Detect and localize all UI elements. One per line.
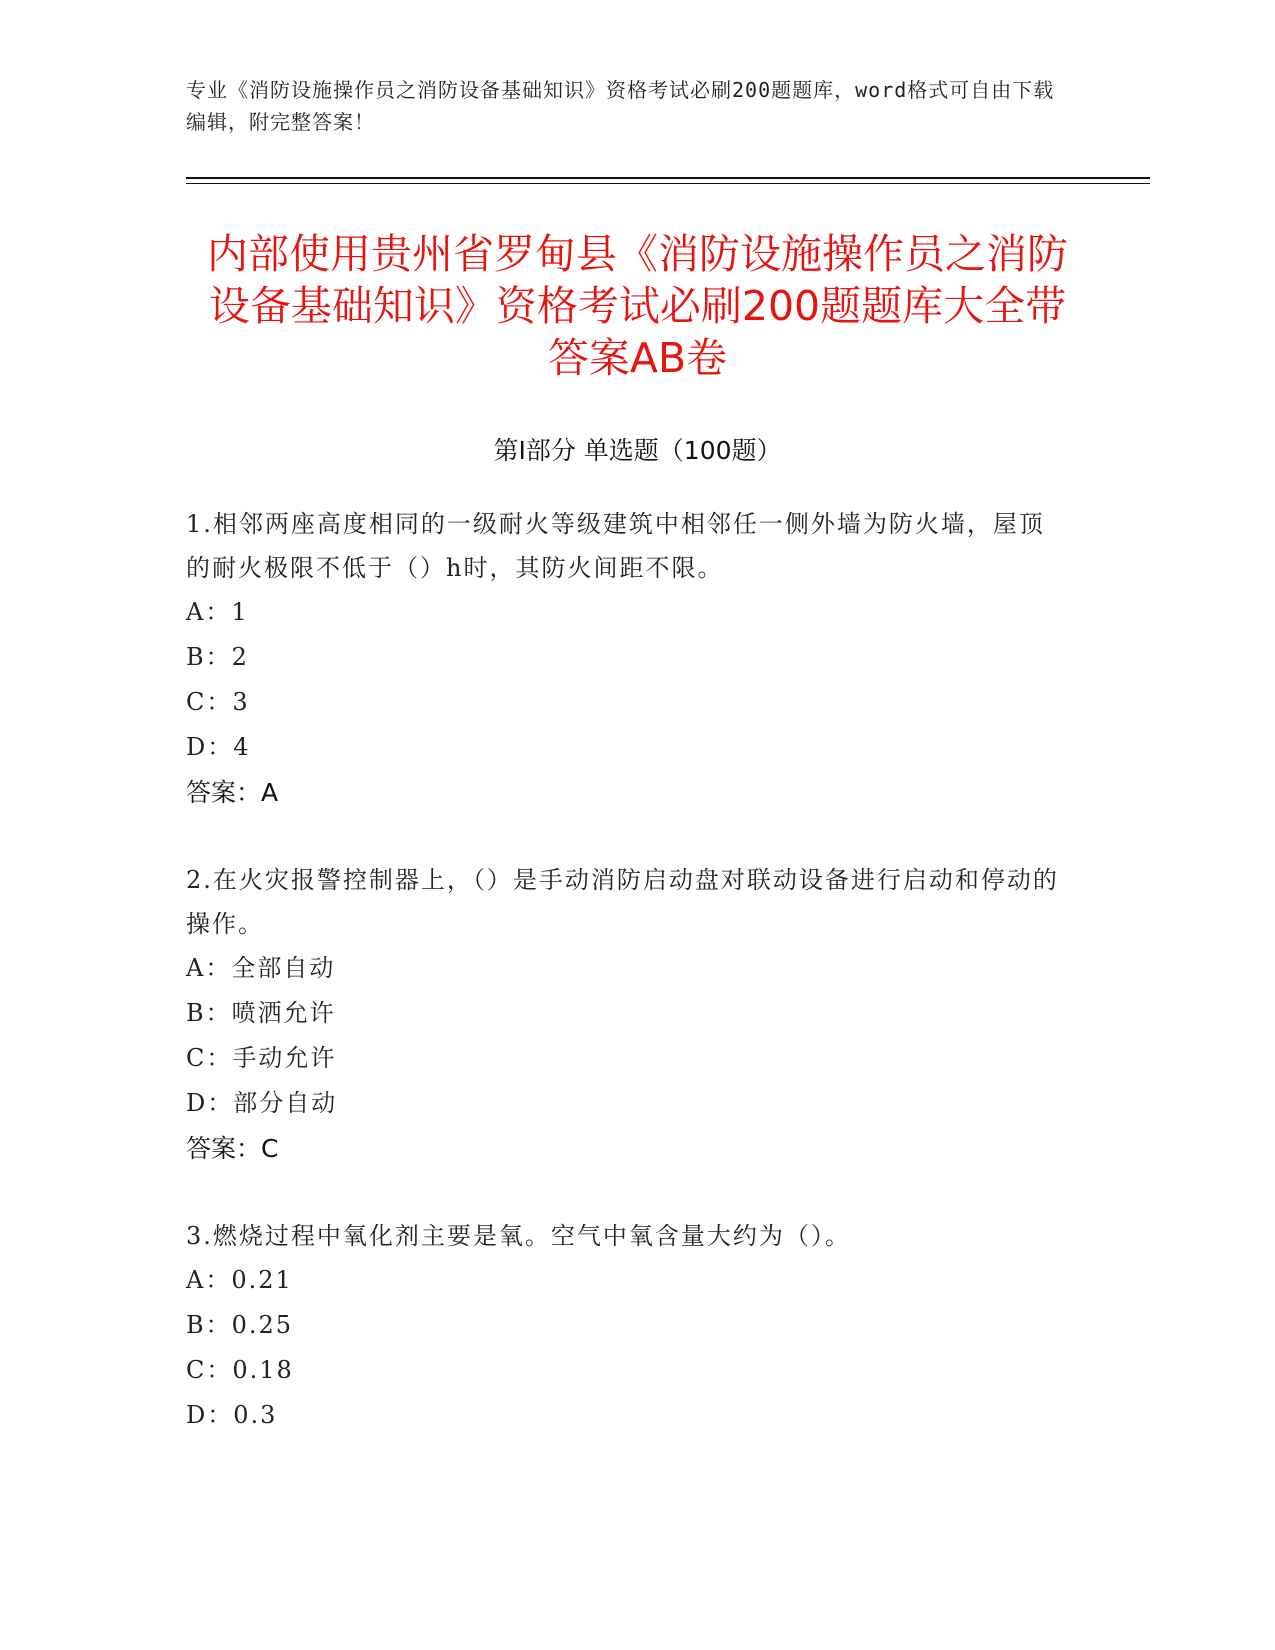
option-a: A：1 xyxy=(186,598,249,626)
header-rule-thin xyxy=(186,183,1150,184)
section-heading: 第Ⅰ部分 单选题（100题） xyxy=(493,436,782,465)
question-3 xyxy=(186,1214,1066,1438)
option-a: A：全部自动 xyxy=(186,954,336,982)
option-b: B：2 xyxy=(186,643,249,671)
option-d: D：部分自动 xyxy=(186,1089,338,1117)
header-rule-thick xyxy=(186,177,1150,179)
option-c: C：3 xyxy=(186,688,250,716)
answer: 答案：A xyxy=(186,778,279,807)
question-stem: 1.相邻两座高度相同的一级耐火等级建筑中相邻任一侧外墙为防火墙，屋顶的耐火极限不低于（）h时，其防火间距不限。 xyxy=(186,510,1045,582)
question-1 xyxy=(186,502,1066,815)
question-stem: 2.在火灾报警控制器上，（）是手动消防启动盘对联动设备进行启动和停动的操作。 xyxy=(186,866,1059,938)
question-stem: 3.燃烧过程中氧化剂主要是氧。空气中氧含量大约为（）。 xyxy=(186,1222,851,1250)
option-d: D：0.3 xyxy=(186,1401,278,1429)
option-c: C：0.18 xyxy=(186,1356,294,1384)
option-b: B：喷洒允许 xyxy=(186,999,336,1027)
option-c: C：手动允许 xyxy=(186,1044,337,1072)
document-title: 内部使用贵州省罗甸县《消防设施操作员之消防设备基础知识》资格考试必刷200题题库大全带答案AB卷 xyxy=(207,230,1068,382)
option-a: A：0.21 xyxy=(186,1266,293,1294)
header-note: 专业《消防设施操作员之消防设备基础知识》资格考试必刷200题题库，word格式可自由下载编辑，附完整答案！ xyxy=(186,78,1055,134)
option-b: B：0.25 xyxy=(186,1311,294,1339)
answer: 答案：C xyxy=(186,1134,279,1163)
question-2 xyxy=(186,858,1066,1171)
option-d: D：4 xyxy=(186,733,251,761)
